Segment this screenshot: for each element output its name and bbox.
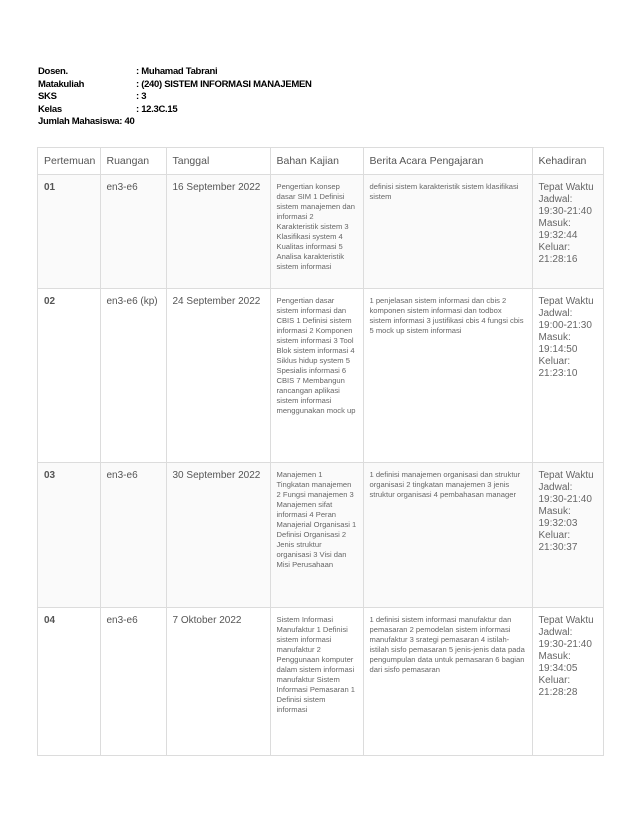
bahan-kajian-cell: Sistem Informasi Manufaktur 1 Definisi sistem informasi manufaktur 2 Penggunaan komputer dalam sistem informasi manufaktur Sistem Informasi Pemasaran 1 Definisi sistem informasi [270, 608, 363, 755]
masuk-label: Masuk: [538, 651, 571, 662]
kehadiran-status: Tepat Waktu [538, 615, 594, 626]
masuk-value: 19:32:44 [538, 230, 578, 241]
keluar-label: Keluar: [538, 530, 571, 541]
course-info [38, 66, 312, 129]
jumlah-row [38, 116, 312, 129]
keluar-label: Keluar: [538, 356, 571, 367]
ruangan-cell: en3-e6 [100, 463, 166, 608]
matakuliah-label: Matakuliah [38, 78, 85, 90]
kehadiran-cell [532, 175, 604, 289]
column-header-berita-acara: Berita Acara Pengajaran [363, 148, 532, 175]
bahan-kajian-cell: Manajemen 1 Tingkatan manajemen 2 Fungsi manajemen 3 Manajemen sifat informasi 4 Peran Manajerial Organisasi 1 Definisi Organisasi 2 Jenis struktur organisasi 3 Visi dan Misi Perusahaan [270, 463, 363, 608]
kehadiran-cell [532, 463, 604, 608]
tanggal-cell: 16 September 2022 [166, 175, 270, 289]
berita-acara-cell: definisi sistem karakteristik sistem klasifikasi sistem [363, 175, 532, 289]
masuk-value: 19:34:05 [538, 663, 578, 674]
kelas-label: Kelas [38, 103, 62, 115]
dosen-row [38, 66, 312, 79]
sks-row [38, 91, 312, 104]
attendance-table [38, 148, 604, 755]
jumlah-value: : 40 [119, 116, 135, 127]
kehadiran-cell [532, 289, 604, 463]
bahan-kajian-cell: Pengertian dasar sistem informasi dan CBIS 1 Definisi sistem informasi 2 Komponen sistem informasi 3 Tool Blok sistem informasi 4 Siklus hidup system 5 Spesialis informasi 6 CBIS 7 Membangun rancangan aplikasi sistem informasi menggunakan mock up [270, 289, 363, 463]
dosen-label: Dosen. [38, 66, 68, 77]
masuk-label: Masuk: [538, 218, 571, 229]
keluar-value: 21:28:16 [538, 254, 578, 265]
column-header-tanggal: Tanggal [166, 148, 270, 175]
pertemuan-cell: 03 [38, 463, 100, 608]
kehadiran-cell [532, 608, 604, 755]
berita-acara-cell: 1 penjelasan sistem informasi dan cbis 2 komponen sistem informasi dan todbox sistem informasi 3 justifikasi cbis 4 fungsi cbis 5 mock up sistem informasi [363, 289, 532, 463]
pertemuan-cell: 04 [38, 608, 100, 755]
sks-value: : 3 [136, 91, 147, 102]
column-header-ruangan: Ruangan [100, 148, 166, 175]
jadwal-value: 19:00-21:30 [538, 320, 592, 331]
column-header-bahan-kajian: Bahan Kajian [270, 148, 363, 175]
jadwal-label: Jadwal: [538, 627, 573, 638]
tanggal-cell: 24 September 2022 [166, 289, 270, 463]
matakuliah-row [38, 79, 312, 92]
kelas-value: : 12.3C.15 [136, 103, 178, 115]
table-row [38, 463, 604, 608]
pertemuan-cell: 02 [38, 289, 100, 463]
ruangan-cell: en3-e6 [100, 175, 166, 289]
keluar-label: Keluar: [538, 675, 571, 686]
ruangan-cell: en3-e6 (kp) [100, 289, 166, 463]
jadwal-value: 19:30-21:40 [538, 206, 592, 217]
tanggal-cell: 30 September 2022 [166, 463, 270, 608]
table-row [38, 608, 604, 755]
bahan-kajian-cell: Pengertian konsep dasar SIM 1 Definisi sistem manajemen dan informasi 2 Karakteristik sistem 3 Klasifikasi system 4 Kualitas informasi 5 Analisa karakteristik sistem informasi [270, 175, 363, 289]
attendance-table-container [37, 147, 604, 756]
keluar-label: Keluar: [538, 242, 571, 253]
dosen-value: : Muhamad Tabrani [136, 66, 218, 77]
masuk-value: 19:32:03 [538, 518, 578, 529]
keluar-value: 21:23:10 [538, 368, 578, 379]
jadwal-label: Jadwal: [538, 308, 573, 319]
ruangan-cell: en3-e6 [100, 608, 166, 755]
jumlah-label: Jumlah Mahasiswa [38, 116, 120, 127]
kehadiran-status: Tepat Waktu [538, 470, 594, 481]
column-header-kehadiran: Kehadiran [532, 148, 604, 175]
sks-label: SKS [38, 91, 57, 102]
jadwal-label: Jadwal: [538, 194, 573, 205]
masuk-label: Masuk: [538, 506, 571, 517]
jadwal-label: Jadwal: [538, 482, 573, 493]
table-header-row [38, 148, 604, 175]
kelas-row [38, 104, 312, 117]
kehadiran-status: Tepat Waktu [538, 182, 594, 193]
keluar-value: 21:28:28 [538, 687, 578, 698]
pertemuan-cell: 01 [38, 175, 100, 289]
kehadiran-status: Tepat Waktu [538, 296, 594, 307]
jadwal-value: 19:30-21:40 [538, 639, 592, 650]
masuk-value: 19:14:50 [538, 344, 578, 355]
column-header-pertemuan: Pertemuan [38, 148, 100, 175]
table-row [38, 175, 604, 289]
matakuliah-value: : (240) SISTEM INFORMASI MANAJEMEN [136, 78, 312, 90]
berita-acara-cell: 1 definisi sistem informasi manufaktur dan pemasaran 2 pemodelan sistem informasi manufaktur 3 srategi pemasaran 4 istilah-istilah sisfo pemasaran 5 jenis-jenis data pada pengumpulan data untuk pemasaran 6 bagian dari sisfo pemasaran [363, 608, 532, 755]
keluar-value: 21:30:37 [538, 542, 578, 553]
jadwal-value: 19:30-21:40 [538, 494, 592, 505]
table-row [38, 289, 604, 463]
masuk-label: Masuk: [538, 332, 571, 343]
tanggal-cell: 7 Oktober 2022 [166, 608, 270, 755]
berita-acara-cell: 1 definisi manajemen organisasi dan struktur organisasi 2 tingkatan manajemen 3 jenis struktur organisasi 4 pembahasan manager [363, 463, 532, 608]
